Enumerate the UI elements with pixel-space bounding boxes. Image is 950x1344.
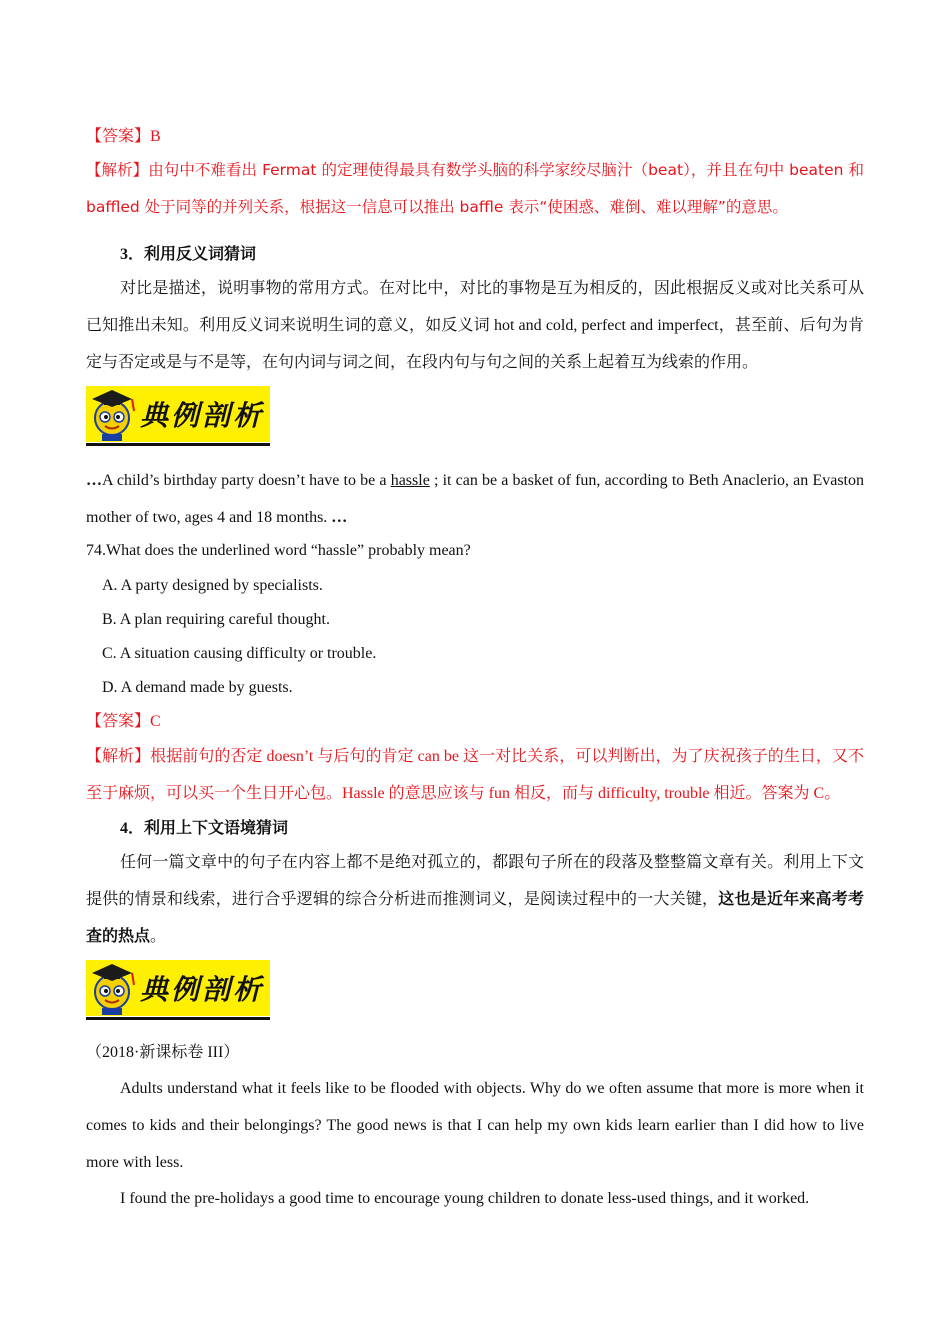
example-passage — [86, 462, 864, 536]
example-banner — [86, 386, 270, 446]
paragraph-emphasis: 这也是近年来高考考查的热点 — [86, 891, 864, 945]
analysis-text: 由句中不难看出 Fermat 的定理使得最具有数学头脑的科学家绞尽脑汁（beat），并且在句中 beaten 和 baffled 处于同等的并列关系，根据这一信息可以推出 baffle 表示“使困惑、难倒、难以理解”的意思。 — [86, 161, 864, 216]
passage-paragraph: Adults understand what it feels like to be flooded with objects. Why do we often assume that more is more when it comes to kids and their belongings? The good news is that I can help my own kids learn earlier than I did how to live more with less. — [86, 1080, 864, 1171]
passage-text: A child’s birthday party doesn’t have to be a — [102, 472, 391, 489]
section-paragraph: 对比是描述，说明事物的常用方式。在对比中，对比的事物是互为相反的，因此根据反义或对比关系可从已知推出未知。利用反义词来说明生词的意义，如反义词 hot and cold, perfect and imperfect，甚至前、后句为肯定与否定或是与不是等，在句内词与词之间，在段内句与句之间的关系上起着互为线索的作用。 — [86, 280, 864, 371]
answer-label: 【答案】 — [86, 128, 151, 145]
passage-paragraph: I found the pre-holidays a good time to encourage young children to donate less-used things, and it worked. — [120, 1190, 810, 1207]
question-stem: 74.What does the underlined word “hassle” probably mean? — [86, 542, 471, 559]
analysis-label: 【解析】 — [86, 748, 151, 765]
answer-line — [86, 118, 864, 155]
banner-title: 典例剖析 — [140, 399, 265, 432]
ellipsis: … — [86, 472, 102, 489]
ellipsis: … — [331, 509, 348, 526]
cartoon-scholar-icon — [88, 960, 140, 1016]
section-heading: 3．利用反义词猜词 — [120, 246, 257, 263]
paragraph-text: 。 — [150, 928, 167, 945]
answer-line — [86, 704, 864, 740]
analysis-paragraph — [86, 152, 864, 226]
cartoon-scholar-icon — [88, 386, 140, 442]
analysis-label: 【解析】 — [86, 161, 149, 179]
section-paragraph — [86, 844, 864, 955]
answer-value: C — [150, 713, 161, 730]
option-a: A. A party designed by specialists. — [102, 577, 323, 594]
paragraph-text: 任何一篇文章中的句子在内容上都不是绝对孤立的，都跟句子所在的段落及整整篇文章有关。利用上下文提供的情景和线索，进行合乎逻辑的综合分析进而推测词义，是阅读过程中的一大关键， — [86, 854, 864, 908]
answer-value: B — [150, 128, 161, 145]
passage-text: ; it can be a basket of fun, according to Beth Anaclerio, an Evaston mother of two, ages 4 and 18 months. — [86, 472, 865, 526]
analysis-text: 根据前句的否定 doesn’t 与后句的肯定 can be 这一对比关系，可以判断出，为了庆祝孩子的生日，又不至于麻烦，可以买一个生日开心包。Hassle 的意思应该与 fun 相反，而与 difficulty, trouble 相近。答案为 C。 — [86, 748, 864, 802]
underlined-word: hassle — [390, 472, 430, 489]
option-b: B. A plan requiring careful thought. — [102, 611, 330, 628]
example-banner — [86, 960, 270, 1020]
analysis-paragraph — [86, 738, 864, 812]
answer-label: 【答案】 — [86, 713, 151, 730]
section-heading: 4．利用上下文语境猜词 — [120, 820, 289, 837]
option-d: D. A demand made by guests. — [102, 679, 293, 696]
banner-title: 典例剖析 — [140, 973, 265, 1006]
option-c: C. A situation causing difficulty or trouble. — [102, 645, 377, 662]
source-label: （2018·新课标卷 III） — [86, 1044, 240, 1061]
